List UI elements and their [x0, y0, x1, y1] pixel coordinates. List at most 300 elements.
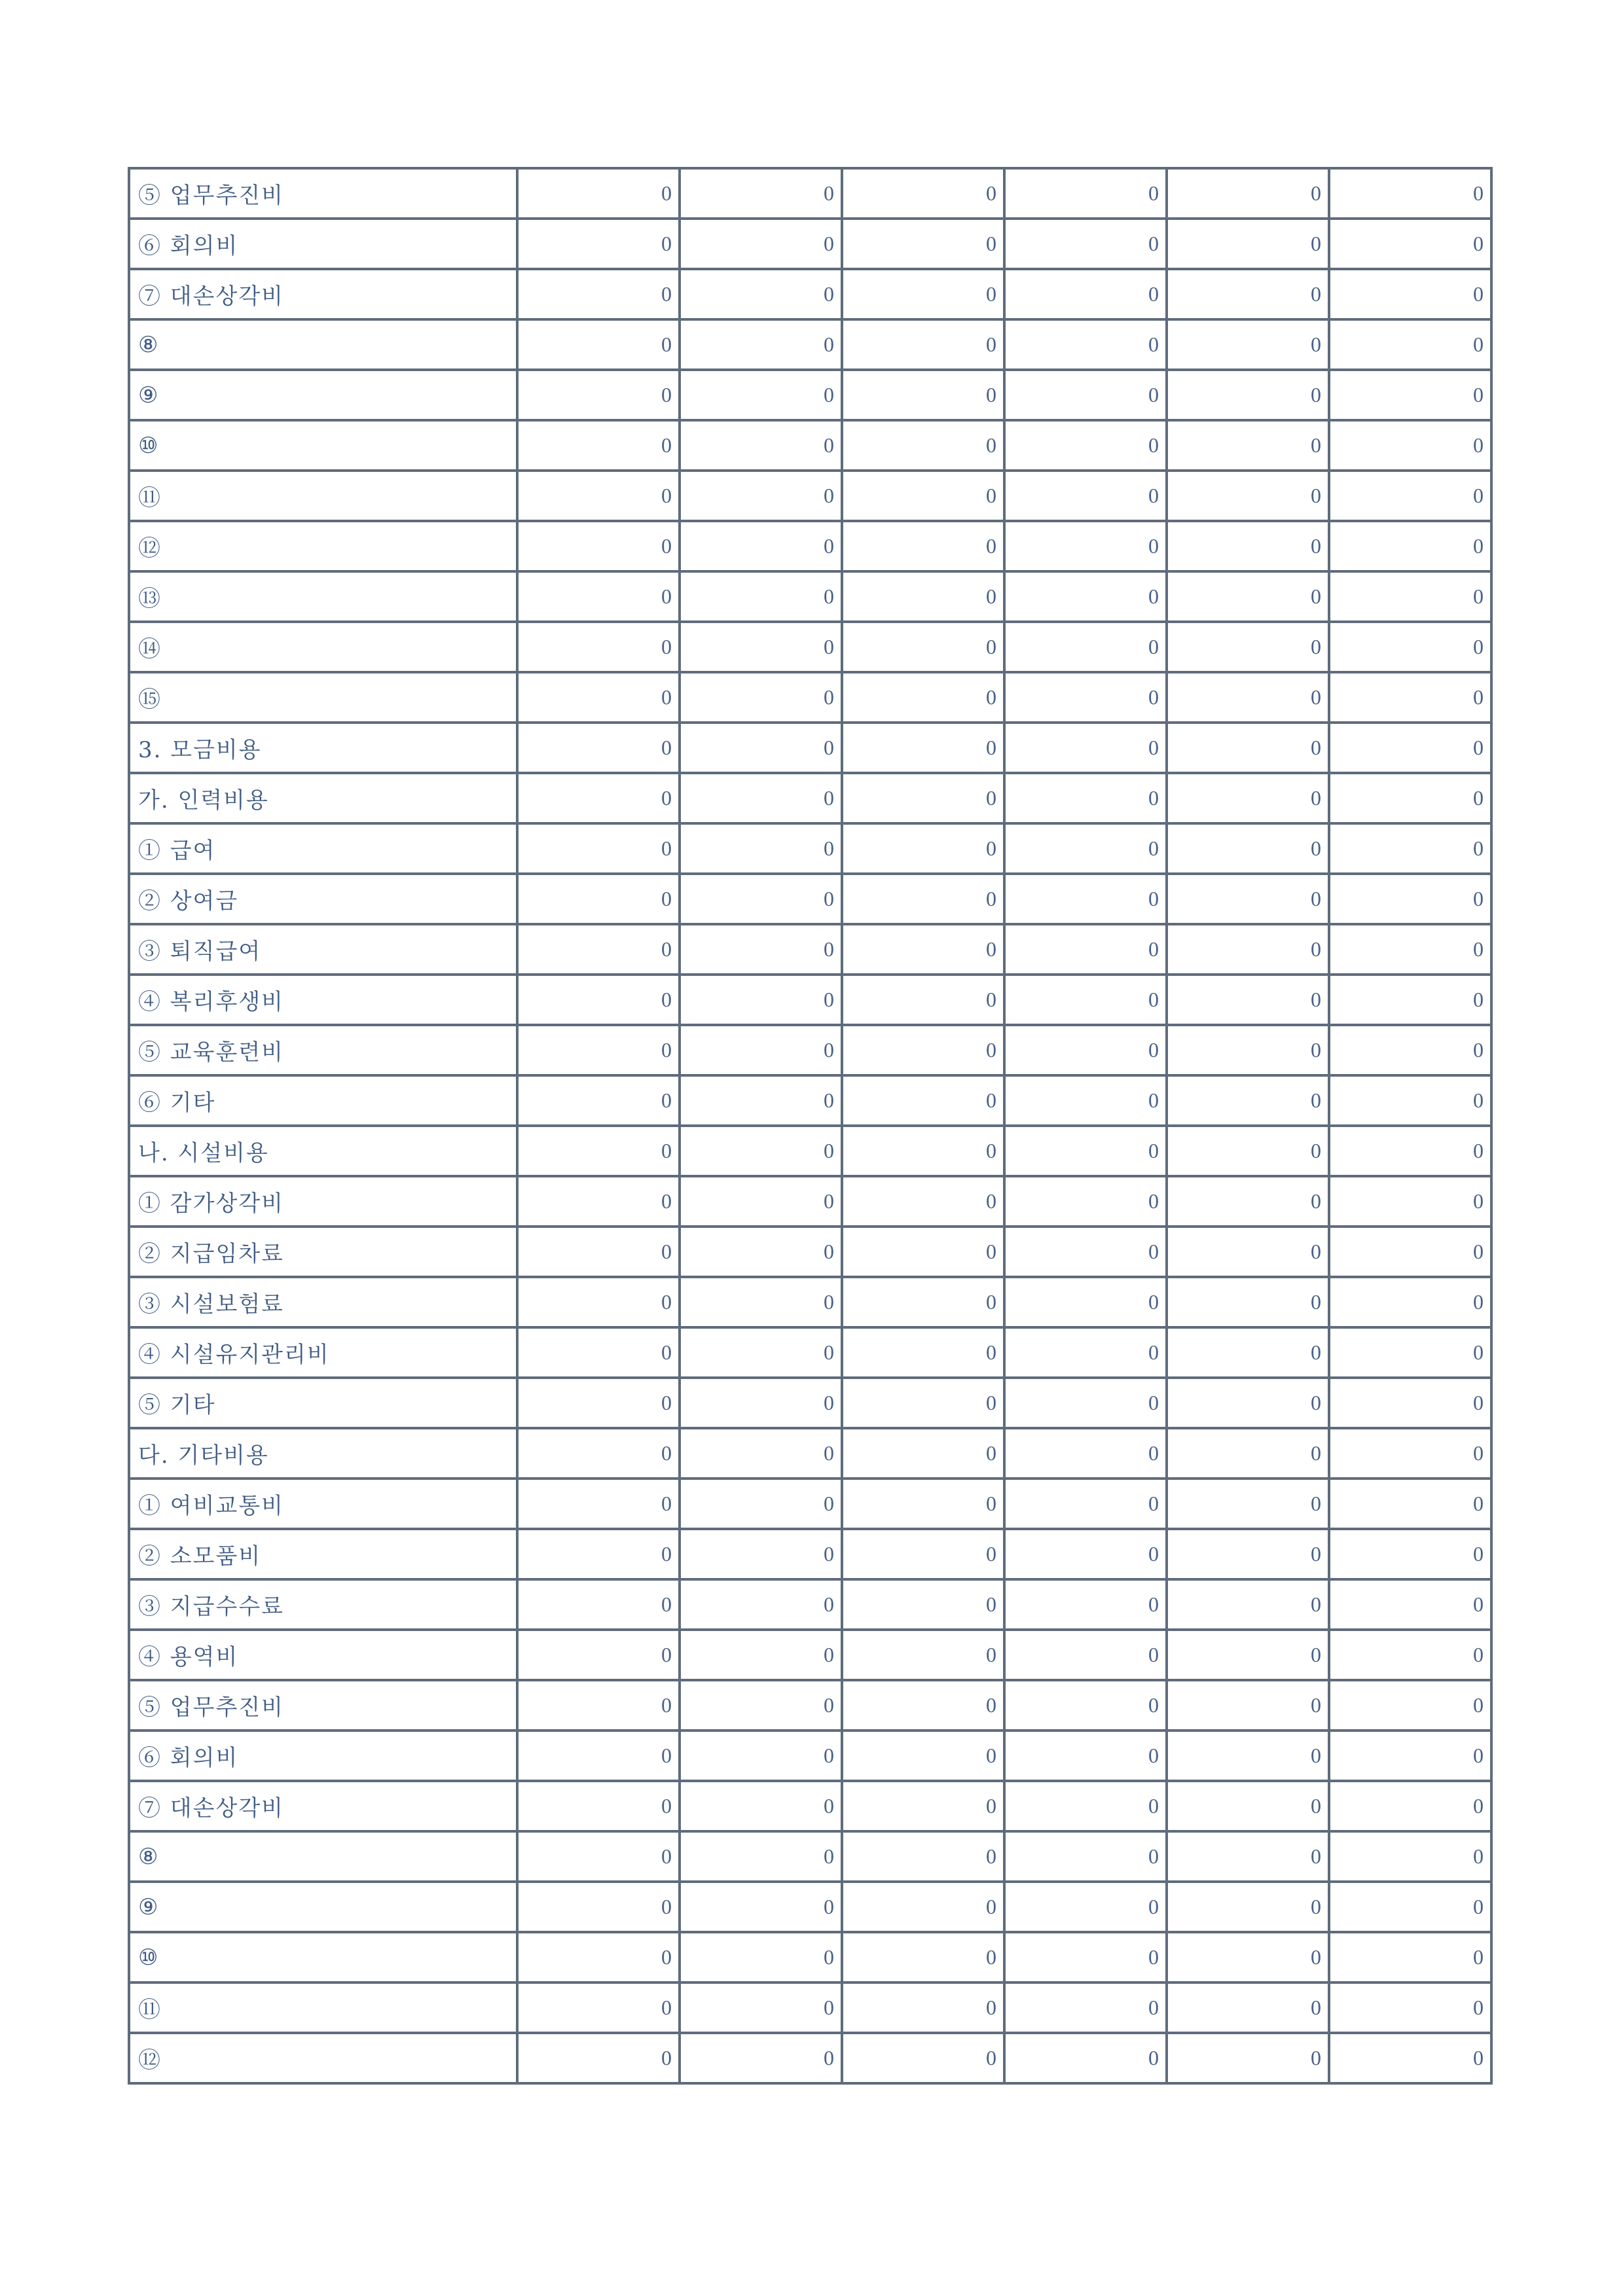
amount-cell: 0 — [1329, 773, 1491, 823]
amount-cell: 0 — [1004, 1428, 1167, 1479]
amount-cell: 0 — [1167, 420, 1329, 471]
amount-cell: 0 — [1004, 924, 1167, 975]
row-label: ⑭ — [129, 622, 517, 672]
amount-cell: 0 — [517, 1126, 680, 1176]
row-label: ① 감가상각비 — [129, 1176, 517, 1227]
amount-cell: 0 — [1329, 1479, 1491, 1529]
table-row — [129, 773, 1491, 823]
row-label: ⑤ 교육훈련비 — [129, 1025, 517, 1075]
amount-cell: 0 — [1167, 1327, 1329, 1378]
amount-cell: 0 — [1167, 773, 1329, 823]
amount-cell: 0 — [1329, 924, 1491, 975]
table-row — [129, 370, 1491, 420]
amount-cell: 0 — [680, 723, 842, 773]
amount-cell: 0 — [1329, 1630, 1491, 1680]
amount-cell: 0 — [842, 924, 1004, 975]
table-row — [129, 622, 1491, 672]
amount-cell: 0 — [1329, 1680, 1491, 1731]
amount-cell: 0 — [517, 1932, 680, 1982]
table-row — [129, 1680, 1491, 1731]
amount-cell: 0 — [680, 168, 842, 219]
amount-cell: 0 — [1329, 1075, 1491, 1126]
amount-cell: 0 — [680, 1176, 842, 1227]
table-row — [129, 1982, 1491, 2033]
table-row — [129, 1428, 1491, 1479]
amount-cell: 0 — [1329, 1126, 1491, 1176]
amount-cell: 0 — [680, 924, 842, 975]
amount-cell: 0 — [842, 219, 1004, 269]
amount-cell: 0 — [1167, 672, 1329, 723]
row-label: ⑧ — [129, 319, 517, 370]
amount-cell: 0 — [680, 1982, 842, 2033]
amount-cell: 0 — [1004, 370, 1167, 420]
amount-cell: 0 — [1167, 1982, 1329, 2033]
table-row — [129, 1126, 1491, 1176]
amount-cell: 0 — [842, 1982, 1004, 2033]
amount-cell: 0 — [842, 723, 1004, 773]
amount-cell: 0 — [1004, 975, 1167, 1025]
amount-cell: 0 — [1167, 975, 1329, 1025]
amount-cell: 0 — [517, 1882, 680, 1932]
amount-cell: 0 — [1004, 1982, 1167, 2033]
amount-cell: 0 — [1167, 1025, 1329, 1075]
amount-cell: 0 — [680, 773, 842, 823]
amount-cell: 0 — [680, 471, 842, 521]
table-row — [129, 168, 1491, 219]
amount-cell: 0 — [517, 874, 680, 924]
amount-cell: 0 — [1329, 269, 1491, 319]
table-row — [129, 1075, 1491, 1126]
amount-cell: 0 — [680, 420, 842, 471]
amount-cell: 0 — [680, 622, 842, 672]
amount-cell: 0 — [517, 1731, 680, 1781]
amount-cell: 0 — [517, 672, 680, 723]
amount-cell: 0 — [1004, 1227, 1167, 1277]
row-label: ⑦ 대손상각비 — [129, 1781, 517, 1831]
amount-cell: 0 — [1167, 874, 1329, 924]
amount-cell: 0 — [1329, 1428, 1491, 1479]
table-row — [129, 1277, 1491, 1327]
amount-cell: 0 — [1004, 874, 1167, 924]
amount-cell: 0 — [842, 1479, 1004, 1529]
amount-cell: 0 — [842, 1831, 1004, 1882]
table-row — [129, 319, 1491, 370]
amount-cell: 0 — [680, 1327, 842, 1378]
amount-cell: 0 — [842, 1126, 1004, 1176]
row-label: ④ 복리후생비 — [129, 975, 517, 1025]
amount-cell: 0 — [1167, 723, 1329, 773]
amount-cell: 0 — [517, 975, 680, 1025]
amount-cell: 0 — [1167, 1932, 1329, 1982]
amount-cell: 0 — [842, 1378, 1004, 1428]
amount-cell: 0 — [1004, 420, 1167, 471]
amount-cell: 0 — [1004, 1075, 1167, 1126]
amount-cell: 0 — [842, 420, 1004, 471]
table-row — [129, 1176, 1491, 1227]
amount-cell: 0 — [517, 1428, 680, 1479]
row-label: ⑤ 기타 — [129, 1378, 517, 1428]
amount-cell: 0 — [1329, 1277, 1491, 1327]
amount-cell: 0 — [1167, 471, 1329, 521]
table-row — [129, 1025, 1491, 1075]
amount-cell: 0 — [1167, 622, 1329, 672]
amount-cell: 0 — [680, 1277, 842, 1327]
amount-cell: 0 — [842, 823, 1004, 874]
amount-cell: 0 — [1167, 1176, 1329, 1227]
amount-cell: 0 — [1329, 1982, 1491, 2033]
row-label: ⑨ — [129, 1882, 517, 1932]
amount-cell: 0 — [1167, 1126, 1329, 1176]
amount-cell: 0 — [517, 1529, 680, 1579]
amount-cell: 0 — [680, 1882, 842, 1932]
amount-cell: 0 — [1004, 622, 1167, 672]
amount-cell: 0 — [1004, 1479, 1167, 1529]
row-label: ⑫ — [129, 2033, 517, 2083]
amount-cell: 0 — [1167, 1428, 1329, 1479]
row-label: 3. 모금비용 — [129, 723, 517, 773]
amount-cell: 0 — [680, 1630, 842, 1680]
amount-cell: 0 — [1167, 1731, 1329, 1781]
amount-cell: 0 — [1004, 672, 1167, 723]
table-row — [129, 1831, 1491, 1882]
amount-cell: 0 — [1004, 571, 1167, 622]
amount-cell: 0 — [1004, 1378, 1167, 1428]
amount-cell: 0 — [1004, 521, 1167, 571]
amount-cell: 0 — [1167, 924, 1329, 975]
amount-cell: 0 — [517, 823, 680, 874]
table-row — [129, 723, 1491, 773]
row-label: ⑩ — [129, 1932, 517, 1982]
amount-cell: 0 — [517, 1378, 680, 1428]
amount-cell: 0 — [1329, 622, 1491, 672]
amount-cell: 0 — [517, 269, 680, 319]
amount-cell: 0 — [1167, 370, 1329, 420]
amount-cell: 0 — [1329, 1327, 1491, 1378]
amount-cell: 0 — [1167, 1781, 1329, 1831]
row-label: ③ 시설보험료 — [129, 1277, 517, 1327]
amount-cell: 0 — [680, 1932, 842, 1982]
table-row — [129, 975, 1491, 1025]
amount-cell: 0 — [842, 1630, 1004, 1680]
amount-cell: 0 — [1167, 1630, 1329, 1680]
amount-cell: 0 — [842, 672, 1004, 723]
amount-cell: 0 — [680, 1831, 842, 1882]
amount-cell: 0 — [680, 1781, 842, 1831]
amount-cell: 0 — [517, 1630, 680, 1680]
amount-cell: 0 — [1329, 571, 1491, 622]
table-row — [129, 1932, 1491, 1982]
amount-cell: 0 — [1004, 1831, 1167, 1882]
amount-cell: 0 — [1167, 1680, 1329, 1731]
amount-cell: 0 — [1004, 1781, 1167, 1831]
amount-cell: 0 — [680, 370, 842, 420]
amount-cell: 0 — [680, 1579, 842, 1630]
amount-cell: 0 — [1167, 1831, 1329, 1882]
amount-cell: 0 — [1329, 874, 1491, 924]
table-row — [129, 1378, 1491, 1428]
amount-cell: 0 — [1167, 823, 1329, 874]
amount-cell: 0 — [842, 471, 1004, 521]
row-label: ② 상여금 — [129, 874, 517, 924]
table-row — [129, 672, 1491, 723]
amount-cell: 0 — [842, 1579, 1004, 1630]
amount-cell: 0 — [1329, 521, 1491, 571]
amount-cell: 0 — [1004, 1176, 1167, 1227]
table-row — [129, 1227, 1491, 1277]
row-label: ⑨ — [129, 370, 517, 420]
amount-cell: 0 — [517, 471, 680, 521]
amount-cell: 0 — [1167, 1277, 1329, 1327]
amount-cell: 0 — [1004, 1025, 1167, 1075]
table-row — [129, 269, 1491, 319]
amount-cell: 0 — [1004, 1630, 1167, 1680]
amount-cell: 0 — [842, 1227, 1004, 1277]
amount-cell: 0 — [517, 571, 680, 622]
amount-cell: 0 — [1329, 168, 1491, 219]
row-label: 가. 인력비용 — [129, 773, 517, 823]
table-row — [129, 420, 1491, 471]
amount-cell: 0 — [1329, 1579, 1491, 1630]
amount-cell: 0 — [842, 975, 1004, 1025]
amount-cell: 0 — [1329, 1378, 1491, 1428]
amount-cell: 0 — [680, 1025, 842, 1075]
table-row — [129, 2033, 1491, 2083]
amount-cell: 0 — [842, 622, 1004, 672]
amount-cell: 0 — [517, 370, 680, 420]
amount-cell: 0 — [1329, 1882, 1491, 1932]
amount-cell: 0 — [1329, 1831, 1491, 1882]
amount-cell: 0 — [842, 1731, 1004, 1781]
amount-cell: 0 — [1004, 269, 1167, 319]
row-label: ⑦ 대손상각비 — [129, 269, 517, 319]
amount-cell: 0 — [842, 1075, 1004, 1126]
expense-table — [128, 167, 1493, 2085]
expense-table-body — [129, 168, 1491, 2083]
amount-cell: 0 — [1004, 1579, 1167, 1630]
amount-cell: 0 — [1329, 2033, 1491, 2083]
row-label: ④ 용역비 — [129, 1630, 517, 1680]
amount-cell: 0 — [517, 622, 680, 672]
amount-cell: 0 — [680, 269, 842, 319]
amount-cell: 0 — [1329, 370, 1491, 420]
row-label: 나. 시설비용 — [129, 1126, 517, 1176]
amount-cell: 0 — [842, 1932, 1004, 1982]
table-row — [129, 1327, 1491, 1378]
amount-cell: 0 — [1167, 521, 1329, 571]
amount-cell: 0 — [1004, 1932, 1167, 1982]
table-row — [129, 823, 1491, 874]
amount-cell: 0 — [680, 319, 842, 370]
amount-cell: 0 — [1004, 471, 1167, 521]
amount-cell: 0 — [842, 874, 1004, 924]
table-row — [129, 219, 1491, 269]
amount-cell: 0 — [1329, 672, 1491, 723]
amount-cell: 0 — [1329, 1227, 1491, 1277]
amount-cell: 0 — [1004, 1529, 1167, 1579]
amount-cell: 0 — [680, 1075, 842, 1126]
amount-cell: 0 — [1167, 1479, 1329, 1529]
table-row — [129, 1579, 1491, 1630]
amount-cell: 0 — [1004, 823, 1167, 874]
amount-cell: 0 — [517, 219, 680, 269]
amount-cell: 0 — [1329, 319, 1491, 370]
table-row — [129, 924, 1491, 975]
amount-cell: 0 — [1329, 1176, 1491, 1227]
row-label: ⑥ 회의비 — [129, 1731, 517, 1781]
amount-cell: 0 — [680, 571, 842, 622]
amount-cell: 0 — [680, 1479, 842, 1529]
table-row — [129, 1882, 1491, 1932]
row-label: ④ 시설유지관리비 — [129, 1327, 517, 1378]
amount-cell: 0 — [1004, 1277, 1167, 1327]
amount-cell: 0 — [517, 319, 680, 370]
amount-cell: 0 — [517, 1982, 680, 2033]
amount-cell: 0 — [1329, 975, 1491, 1025]
amount-cell: 0 — [517, 168, 680, 219]
amount-cell: 0 — [1004, 723, 1167, 773]
amount-cell: 0 — [842, 1529, 1004, 1579]
amount-cell: 0 — [842, 319, 1004, 370]
amount-cell: 0 — [1004, 2033, 1167, 2083]
amount-cell: 0 — [842, 1277, 1004, 1327]
row-label: ⑮ — [129, 672, 517, 723]
row-label: ① 여비교통비 — [129, 1479, 517, 1529]
amount-cell: 0 — [1167, 571, 1329, 622]
amount-cell: 0 — [1004, 1882, 1167, 1932]
amount-cell: 0 — [1167, 1378, 1329, 1428]
row-label: ⑥ 기타 — [129, 1075, 517, 1126]
row-label: ① 급여 — [129, 823, 517, 874]
amount-cell: 0 — [517, 723, 680, 773]
amount-cell: 0 — [680, 1529, 842, 1579]
amount-cell: 0 — [517, 420, 680, 471]
amount-cell: 0 — [842, 2033, 1004, 2083]
amount-cell: 0 — [1004, 1731, 1167, 1781]
amount-cell: 0 — [680, 1378, 842, 1428]
amount-cell: 0 — [517, 1075, 680, 1126]
amount-cell: 0 — [842, 1327, 1004, 1378]
amount-cell: 0 — [517, 1025, 680, 1075]
row-label: ③ 지급수수료 — [129, 1579, 517, 1630]
amount-cell: 0 — [1004, 319, 1167, 370]
table-row — [129, 1529, 1491, 1579]
amount-cell: 0 — [680, 2033, 842, 2083]
amount-cell: 0 — [517, 924, 680, 975]
amount-cell: 0 — [517, 1781, 680, 1831]
row-label: ⑥ 회의비 — [129, 219, 517, 269]
amount-cell: 0 — [517, 1327, 680, 1378]
amount-cell: 0 — [1167, 1227, 1329, 1277]
row-label: ② 지급임차료 — [129, 1227, 517, 1277]
row-label: ⑤ 업무추진비 — [129, 1680, 517, 1731]
amount-cell: 0 — [517, 1579, 680, 1630]
amount-cell: 0 — [1329, 1781, 1491, 1831]
amount-cell: 0 — [1329, 723, 1491, 773]
amount-cell: 0 — [1004, 219, 1167, 269]
amount-cell: 0 — [1167, 168, 1329, 219]
amount-cell: 0 — [1329, 1529, 1491, 1579]
amount-cell: 0 — [680, 874, 842, 924]
amount-cell: 0 — [680, 975, 842, 1025]
amount-cell: 0 — [680, 823, 842, 874]
amount-cell: 0 — [1329, 823, 1491, 874]
table-row — [129, 521, 1491, 571]
amount-cell: 0 — [842, 571, 1004, 622]
amount-cell: 0 — [1167, 269, 1329, 319]
row-label: ⑪ — [129, 1982, 517, 2033]
row-label: ⑬ — [129, 571, 517, 622]
row-label: 다. 기타비용 — [129, 1428, 517, 1479]
amount-cell: 0 — [517, 1227, 680, 1277]
amount-cell: 0 — [517, 1680, 680, 1731]
amount-cell: 0 — [842, 773, 1004, 823]
amount-cell: 0 — [680, 1227, 842, 1277]
amount-cell: 0 — [517, 521, 680, 571]
table-row — [129, 1479, 1491, 1529]
amount-cell: 0 — [1167, 319, 1329, 370]
table-row — [129, 1781, 1491, 1831]
amount-cell: 0 — [842, 1781, 1004, 1831]
amount-cell: 0 — [1167, 1579, 1329, 1630]
amount-cell: 0 — [680, 1680, 842, 1731]
amount-cell: 0 — [842, 269, 1004, 319]
row-label: ⑫ — [129, 521, 517, 571]
row-label: ⑧ — [129, 1831, 517, 1882]
amount-cell: 0 — [1004, 1126, 1167, 1176]
amount-cell: 0 — [842, 1025, 1004, 1075]
amount-cell: 0 — [1004, 1327, 1167, 1378]
amount-cell: 0 — [1004, 168, 1167, 219]
row-label: ⑪ — [129, 471, 517, 521]
amount-cell: 0 — [680, 1428, 842, 1479]
table-row — [129, 571, 1491, 622]
amount-cell: 0 — [517, 1277, 680, 1327]
table-row — [129, 471, 1491, 521]
amount-cell: 0 — [1167, 1882, 1329, 1932]
amount-cell: 0 — [1329, 1731, 1491, 1781]
amount-cell: 0 — [1167, 2033, 1329, 2083]
amount-cell: 0 — [842, 1680, 1004, 1731]
amount-cell: 0 — [1329, 471, 1491, 521]
amount-cell: 0 — [680, 1731, 842, 1781]
amount-cell: 0 — [680, 521, 842, 571]
row-label: ② 소모품비 — [129, 1529, 517, 1579]
amount-cell: 0 — [680, 1126, 842, 1176]
amount-cell: 0 — [517, 1176, 680, 1227]
amount-cell: 0 — [1329, 1025, 1491, 1075]
table-row — [129, 1731, 1491, 1781]
amount-cell: 0 — [1329, 420, 1491, 471]
row-label: ⑤ 업무추진비 — [129, 168, 517, 219]
table-row — [129, 874, 1491, 924]
row-label: ⑩ — [129, 420, 517, 471]
amount-cell: 0 — [842, 1882, 1004, 1932]
amount-cell: 0 — [1329, 219, 1491, 269]
amount-cell: 0 — [680, 672, 842, 723]
amount-cell: 0 — [517, 773, 680, 823]
amount-cell: 0 — [1004, 1680, 1167, 1731]
amount-cell: 0 — [842, 1428, 1004, 1479]
amount-cell: 0 — [842, 370, 1004, 420]
amount-cell: 0 — [1329, 1932, 1491, 1982]
amount-cell: 0 — [680, 219, 842, 269]
amount-cell: 0 — [1004, 773, 1167, 823]
amount-cell: 0 — [1167, 1075, 1329, 1126]
amount-cell: 0 — [842, 521, 1004, 571]
table-row — [129, 1630, 1491, 1680]
amount-cell: 0 — [517, 1831, 680, 1882]
amount-cell: 0 — [1167, 219, 1329, 269]
